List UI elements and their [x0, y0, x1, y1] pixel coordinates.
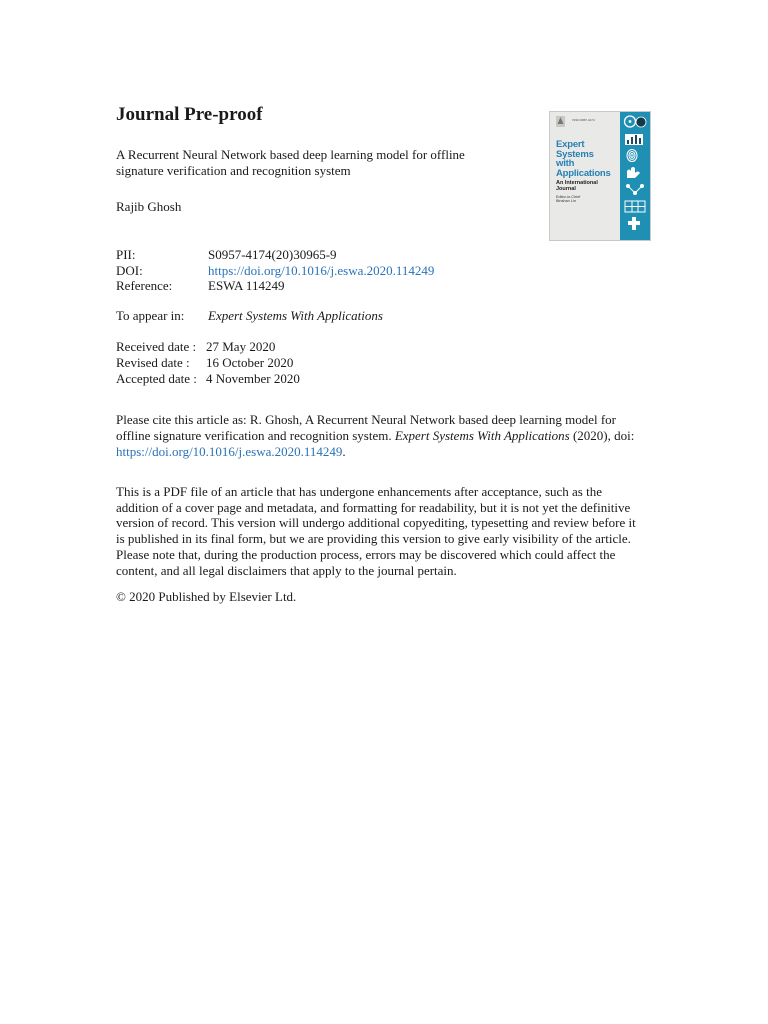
cover-title-line: Expert [556, 139, 585, 150]
notice-line: version of record. This version will undergo additional copyediting, typesetting and review before it [116, 515, 636, 531]
citation-text: offline signature verification and recognition system. [116, 428, 392, 443]
revised-date-label: Revised date : [116, 355, 190, 370]
cover-issn: ISSN 0957-4174 [572, 118, 595, 122]
citation-doi-link[interactable]: https://doi.org/10.1016/j.eswa.2020.114249 [116, 444, 343, 459]
page-heading: Journal Pre-proof [116, 104, 263, 125]
reference-value: ESWA 114249 [208, 278, 285, 293]
cover-editor [556, 195, 618, 203]
cover-subtitle-line: Journal [556, 185, 576, 192]
fingerprint-icon [623, 148, 647, 163]
cover-text [556, 116, 618, 203]
received-date-value: 27 May 2020 [206, 339, 276, 354]
bar-chart-icon [623, 131, 647, 146]
cover-editor-name: Binshan Lin [556, 199, 576, 204]
citation-period: . [342, 444, 346, 459]
journal-cover-image [549, 111, 651, 241]
notice-line: This is a PDF file of an article that has undergone enhancements after acceptance, such as the [116, 484, 602, 499]
cover-title-line: Systems [556, 148, 594, 160]
appear-in-value: Expert Systems With Applications [208, 308, 383, 323]
cover-subtitle-line: An International [556, 180, 598, 186]
reference-label: Reference: [116, 278, 173, 293]
elsevier-logo-icon [556, 116, 565, 127]
medical-icon [623, 216, 647, 231]
steering-wheel-icon [623, 114, 647, 129]
received-date-label: Received date : [116, 339, 197, 354]
notice-line: addition of a cover page and metadata, and formatting for readability, but it is not yet the definitive [116, 499, 631, 515]
accepted-date-label: Accepted date : [116, 371, 197, 386]
doi-link[interactable]: https://doi.org/10.1016/j.eswa.2020.114249 [208, 263, 435, 278]
pii-value: S0957-4174(20)30965-9 [208, 247, 337, 262]
copyright-notice: © 2020 Published by Elsevier Ltd. [116, 589, 297, 604]
revised-date-value: 16 October 2020 [206, 355, 294, 370]
article-title [116, 147, 536, 179]
article-title-line: signature verification and recognition system [116, 163, 351, 178]
notice-paragraph [116, 484, 652, 578]
accepted-date-row [116, 371, 300, 387]
cover-journal-title [556, 140, 618, 178]
network-icon [623, 182, 647, 197]
grid-icon [623, 199, 647, 214]
pii-row [116, 247, 337, 263]
article-title-line: A Recurrent Neural Network based deep learning model for offline [116, 147, 465, 162]
citation-line [116, 428, 652, 444]
pii-label: PII: [116, 247, 136, 262]
revised-date-row [116, 355, 293, 371]
cover-title-line: with [556, 158, 575, 169]
cover-title-line: Applications [556, 167, 611, 179]
notice-line: Please note that, during the production process, errors may be discovered which could affect the [116, 546, 616, 562]
citation-paragraph [116, 412, 652, 460]
citation-text: (2020), doi: [572, 428, 635, 443]
doi-row [116, 263, 434, 279]
reference-row [116, 278, 284, 294]
author-name: Rajib Ghosh [116, 199, 182, 214]
appear-in-row [116, 308, 383, 324]
citation-journal: Expert Systems With Applications [394, 428, 570, 443]
citation-line [116, 444, 652, 460]
hand-icon [623, 165, 647, 180]
citation-line: Please cite this article as: R. Ghosh, A Recurrent Neural Network based deep learning model for [116, 412, 616, 427]
notice-line: content, and all legal disclaimers that apply to the journal pertain. [116, 562, 457, 578]
notice-line: is published in its final form, but we are providing this version to give early visibility of the article. [116, 531, 631, 547]
received-date-row [116, 339, 275, 355]
cover-editor-label: Editor-in-Chief [556, 195, 581, 199]
doi-label: DOI: [116, 263, 143, 278]
accepted-date-value: 4 November 2020 [206, 371, 300, 386]
appear-in-label: To appear in: [116, 308, 185, 323]
cover-subtitle [556, 181, 618, 192]
